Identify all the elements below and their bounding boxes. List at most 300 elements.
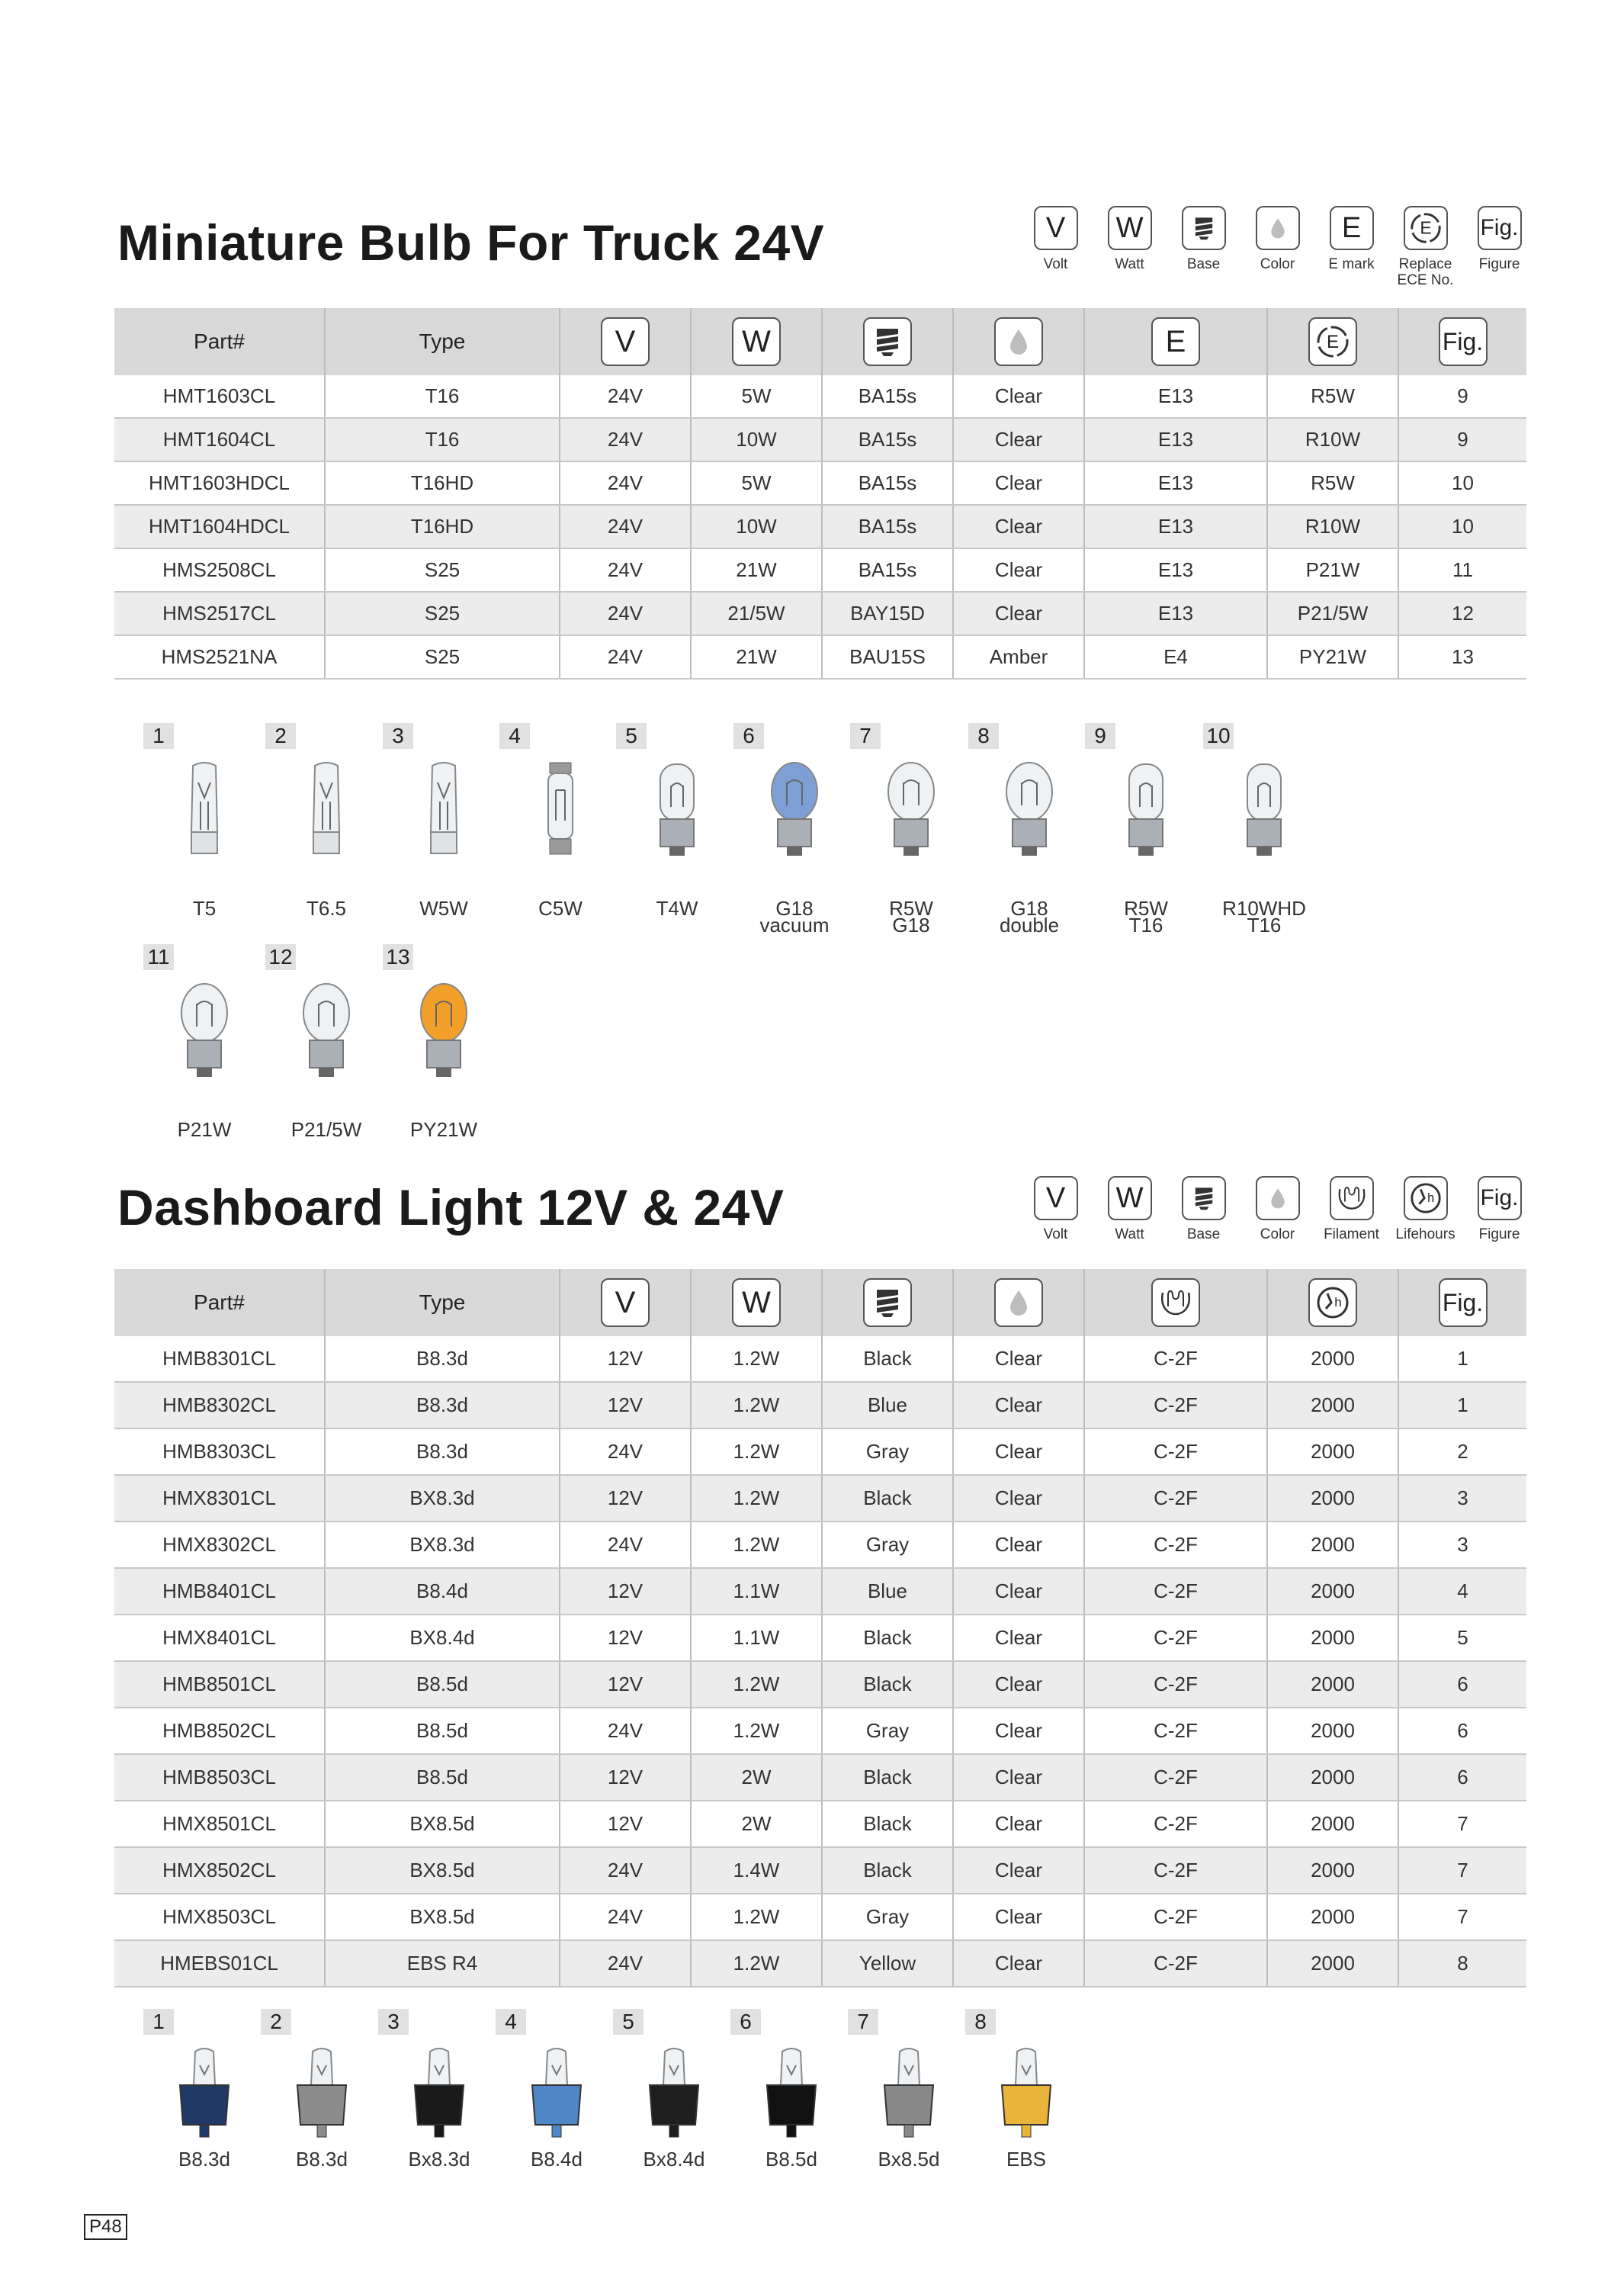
table-cell: HMB8302CL [114,1382,325,1428]
table-cell: Clear [953,1661,1084,1708]
figure-label: R10WHD T16 [1222,897,1306,937]
table-cell: C-2F [1084,1801,1267,1847]
figure-item [1085,723,1207,937]
table-cell: 10W [691,418,822,461]
bulb-image [639,760,715,859]
figure-item [1203,723,1325,937]
table-cell: Clear [953,1940,1084,1987]
table-cell: B8.3d [325,1428,560,1475]
table-cell: C-2F [1084,1661,1267,1708]
table-cell: B8.4d [325,1568,560,1615]
table-cell: Clear [953,505,1084,548]
figure-label: R5W G18 [889,897,933,937]
dashboard-bulb-image [988,2045,1064,2145]
figure-number: 8 [968,723,999,749]
table-cell: 2000 [1267,1801,1398,1847]
table-row [114,1382,1526,1428]
figure-number: 1 [143,723,174,749]
bulb-image [406,760,482,859]
table-cell: 2000 [1267,1940,1398,1987]
table-cell: R5W [1267,461,1398,505]
table-cell: E13 [1084,548,1267,592]
svg-text:h: h [1427,1191,1434,1205]
table-cell: 2000 [1267,1847,1398,1894]
figure-label: Bx8.3d [408,2148,470,2171]
table-cell: BA15s [822,375,953,418]
table-cell: T16 [325,375,560,418]
table-cell: BA15s [822,548,953,592]
base-icon [863,317,912,366]
dashboard-bulb-image [284,2045,360,2145]
table-cell: Clear [953,1894,1084,1940]
figure-label: B8.5d [765,2148,817,2171]
table-cell: 3 [1398,1522,1526,1568]
dashboard-bulb-image [401,2045,477,2145]
table-cell: HMT1604HDCL [114,505,325,548]
table-cell: Black [822,1754,953,1801]
figure-label: T4W [656,897,698,920]
table-cell: 2000 [1267,1661,1398,1708]
table-cell: Black [822,1336,953,1382]
table-cell: 21W [691,635,822,679]
table-cell: 9 [1398,375,1526,418]
table-cell: E13 [1084,505,1267,548]
table-cell: C-2F [1084,1336,1267,1382]
figure-icon: Fig. [1478,1176,1522,1220]
table-row [114,1336,1526,1382]
legend-caption: Volt [1043,1226,1068,1242]
table-cell: C-2F [1084,1522,1267,1568]
figure-label: P21/5W [290,1118,362,1141]
table-cell: T16HD [325,505,560,548]
table-cell: 12V [560,1801,691,1847]
table-cell: 12V [560,1336,691,1382]
figure-number: 7 [850,723,881,749]
table-cell: Clear [953,1615,1084,1661]
table-cell: Gray [822,1708,953,1754]
dashboard-bulb-image [518,2045,595,2145]
table-cell: C-2F [1084,1894,1267,1940]
table-cell: 10 [1398,461,1526,505]
emark-icon: E [1330,206,1374,250]
figure-number: 3 [383,723,413,749]
table-cell: Yellow [822,1940,953,1987]
filament-icon [1330,1176,1374,1220]
legend-item-volt [1019,206,1093,288]
bulb-image [991,760,1067,859]
bulb-image [166,760,242,859]
table-row [114,1801,1526,1847]
table-cell: Clear [953,1428,1084,1475]
table-row [114,418,1526,461]
table-cell: 4 [1398,1568,1526,1615]
figure-number: 4 [499,723,530,749]
table-cell: 7 [1398,1894,1526,1940]
table-cell: HMT1604CL [114,418,325,461]
table-cell: 2000 [1267,1522,1398,1568]
table-cell: Blue [822,1382,953,1428]
table-header-row [114,1269,1526,1336]
table-cell: 12V [560,1475,691,1522]
table-row [114,1615,1526,1661]
drop-icon [994,317,1043,366]
table-cell: E13 [1084,461,1267,505]
figure-number: 2 [261,2009,291,2035]
table-cell: 2W [691,1801,822,1847]
table-cell: 24V [560,1940,691,1987]
table-row [114,548,1526,592]
legend-caption: Volt [1043,256,1068,272]
table-cell: T16 [325,418,560,461]
table-cell: BX8.3d [325,1475,560,1522]
table-cell: 1 [1398,1382,1526,1428]
table-cell: 5W [691,375,822,418]
table-cell: 24V [560,548,691,592]
table-cell: HMB8501CL [114,1661,325,1708]
legend-caption: Lifehours [1395,1226,1456,1242]
table-cell: 24V [560,418,691,461]
table-cell: 6 [1398,1708,1526,1754]
table-cell: E13 [1084,418,1267,461]
table-cell: 24V [560,1428,691,1475]
table-cell: Black [822,1615,953,1661]
figure-label: R5W T16 [1124,897,1168,937]
base-icon [863,1278,912,1327]
legend-item-volt [1019,1176,1093,1242]
bulb-image [873,760,949,859]
table-cell: HMX8501CL [114,1801,325,1847]
table-cell: 21W [691,548,822,592]
table-row [114,1940,1526,1987]
table-cell: 10 [1398,505,1526,548]
table-cell: BX8.5d [325,1847,560,1894]
table-cell: Clear [953,375,1084,418]
figure-item [850,723,972,937]
table-cell: BAY15D [822,592,953,635]
table-cell: C-2F [1084,1754,1267,1801]
table-cell: 11 [1398,548,1526,592]
table-cell: HMX8502CL [114,1847,325,1894]
table-cell: 2000 [1267,1475,1398,1522]
table-cell: 6 [1398,1754,1526,1801]
table-cell: 12V [560,1568,691,1615]
figure-number: 3 [378,2009,409,2035]
legend-caption: Watt [1115,1226,1144,1242]
table-cell: 2000 [1267,1708,1398,1754]
table-cell: 12 [1398,592,1526,635]
section2-legend [1019,1176,1536,1242]
bulb-image [1226,760,1302,859]
table-cell: C-2F [1084,1940,1267,1987]
replace-ece-icon [1404,206,1448,250]
table-cell: 5W [691,461,822,505]
table-row [114,1661,1526,1708]
figure-number: 13 [383,944,413,970]
table-cell: R10W [1267,505,1398,548]
legend-item-base [1167,206,1240,288]
figure-number: 2 [265,723,296,749]
figure-item [265,723,387,920]
bulb-image [522,760,599,859]
header-part: Part# [114,1269,325,1336]
table-cell: 24V [560,1708,691,1754]
dashboard-bulb-image [871,2045,947,2145]
table-cell: C-2F [1084,1382,1267,1428]
bulb-image [288,760,364,859]
table-cell: 1.2W [691,1382,822,1428]
dashboard-bulb-image [166,2045,242,2145]
table-cell: 12V [560,1754,691,1801]
table-cell: 7 [1398,1847,1526,1894]
volt-icon: V [1034,1176,1078,1220]
table-cell: Clear [953,461,1084,505]
table-cell: 2W [691,1754,822,1801]
table-cell: Clear [953,1475,1084,1522]
figure-item [616,723,738,920]
table-cell: 24V [560,505,691,548]
page-number: P48 [84,2214,127,2240]
table-cell: Clear [953,1801,1084,1847]
table-row [114,635,1526,679]
table-cell: Black [822,1475,953,1522]
lifehours-icon [1308,1278,1357,1327]
table-cell: 5 [1398,1615,1526,1661]
legend-caption: Color [1260,256,1295,272]
table-cell: Clear [953,548,1084,592]
table-cell: 2000 [1267,1428,1398,1475]
legend-item-watt [1093,206,1167,288]
table-cell: Clear [953,1754,1084,1801]
table-cell: 1.4W [691,1847,822,1894]
figure-item [383,723,505,920]
table-cell: 2 [1398,1428,1526,1475]
table-cell: Clear [953,1522,1084,1568]
table-cell: 2000 [1267,1336,1398,1382]
figure-number: 8 [965,2009,996,2035]
table-cell: C-2F [1084,1475,1267,1522]
table-cell: BX8.4d [325,1615,560,1661]
table-cell: B8.5d [325,1708,560,1754]
legend-caption: Base [1186,1226,1221,1242]
figure-number: 1 [143,2009,174,2035]
figure-number: 5 [616,723,647,749]
table-cell: BAU15S [822,635,953,679]
figure-item [143,944,265,1141]
legend-caption: Figure [1478,256,1520,272]
table-cell: C-2F [1084,1708,1267,1754]
figure-item [965,2009,1087,2192]
table-cell: 10W [691,505,822,548]
bulb-image [406,981,482,1080]
table-cell: 2000 [1267,1568,1398,1615]
base-icon [1182,206,1226,250]
table-row [114,1428,1526,1475]
table-cell: Clear [953,592,1084,635]
table-cell: R10W [1267,418,1398,461]
legend-item-lifehours [1388,1176,1462,1242]
table-cell: B8.5d [325,1754,560,1801]
figure-item [383,944,505,1141]
table-cell: 8 [1398,1940,1526,1987]
legend-item-emark [1314,206,1388,288]
table-cell: 1.2W [691,1894,822,1940]
table-row [114,1894,1526,1940]
table-cell: HMS2508CL [114,548,325,592]
table-cell: 24V [560,375,691,418]
table-cell: BA15s [822,461,953,505]
table-cell: 21/5W [691,592,822,635]
table-cell: B8.3d [325,1382,560,1428]
table-cell: 24V [560,461,691,505]
table-cell: S25 [325,592,560,635]
table-cell: Black [822,1661,953,1708]
watt-icon: W [732,1278,781,1327]
table-cell: S25 [325,635,560,679]
legend-item-figure [1462,206,1536,288]
table-row [114,375,1526,418]
section1-title: Miniature Bulb For Truck 24V [117,214,825,271]
figure-label: G18 double [999,897,1060,937]
table-cell: 1.1W [691,1568,822,1615]
figure-label: B8.4d [531,2148,583,2171]
table-row [114,592,1526,635]
table-cell: S25 [325,548,560,592]
table-cell: HMX8302CL [114,1522,325,1568]
table-cell: BA15s [822,418,953,461]
table-cell: Black [822,1801,953,1847]
table-cell: 2000 [1267,1615,1398,1661]
table-row [114,1847,1526,1894]
table-cell: 1.2W [691,1522,822,1568]
figure-icon: Fig. [1439,317,1488,366]
legend-caption: Filament [1324,1226,1379,1242]
legend-caption: Figure [1478,1226,1520,1242]
figure-number: 12 [265,944,296,970]
figure-number: 6 [730,2009,761,2035]
table-cell: Clear [953,418,1084,461]
table-row [114,505,1526,548]
table-cell: E4 [1084,635,1267,679]
table-cell: T16HD [325,461,560,505]
table-cell: 2000 [1267,1894,1398,1940]
figure-label: T5 [192,897,217,920]
header-type: Type [325,1269,560,1336]
table-cell: Gray [822,1894,953,1940]
figure-label: T6.5 [306,897,347,920]
volt-icon: V [1034,206,1078,250]
figure-label: B8.3d [296,2148,348,2171]
volt-icon: V [601,317,650,366]
figure-label: W5W [419,897,468,920]
table-row [114,1568,1526,1615]
legend-caption: Watt [1115,256,1144,272]
table-cell: HMS2521NA [114,635,325,679]
watt-icon: W [1108,1176,1152,1220]
bulb-image [288,981,364,1080]
section1-legend [1019,206,1536,288]
table-cell: Gray [822,1522,953,1568]
table-cell: 1.1W [691,1615,822,1661]
table-cell: Black [822,1847,953,1894]
legend-item-figure [1462,1176,1536,1242]
table-cell: 12V [560,1382,691,1428]
table-cell: 9 [1398,418,1526,461]
table-cell: 3 [1398,1475,1526,1522]
table-cell: 2000 [1267,1754,1398,1801]
dashboard-bulb-image [753,2045,830,2145]
table-cell: BX8.3d [325,1522,560,1568]
table-cell: 12V [560,1615,691,1661]
legend-item-watt [1093,1176,1167,1242]
drop-icon [994,1278,1043,1327]
table-cell: HMB8301CL [114,1336,325,1382]
bulb-image [166,981,242,1080]
table-cell: 2000 [1267,1382,1398,1428]
table-cell: 24V [560,1522,691,1568]
color-icon [1256,1176,1300,1220]
dashboard-bulb-image [636,2045,712,2145]
table-cell: E13 [1084,592,1267,635]
legend-item-replace-ece [1388,206,1462,288]
legend-item-base [1167,1176,1240,1242]
table-cell: HMB8502CL [114,1708,325,1754]
figure-label: P21W [177,1118,232,1141]
table-cell: HMB8401CL [114,1568,325,1615]
table-cell: Clear [953,1382,1084,1428]
table-cell: 24V [560,1847,691,1894]
table-cell: Clear [953,1336,1084,1382]
legend-caption: E mark [1328,256,1375,272]
table-cell: PY21W [1267,635,1398,679]
table-cell: BX8.5d [325,1801,560,1847]
table-cell: 1.2W [691,1475,822,1522]
table-cell: E13 [1084,375,1267,418]
table-cell: Clear [953,1708,1084,1754]
table-cell: HMX8503CL [114,1894,325,1940]
table-cell: Amber [953,635,1084,679]
table-cell: HMX8301CL [114,1475,325,1522]
table-cell: 1.2W [691,1336,822,1382]
volt-icon: V [601,1278,650,1327]
figure-number: 5 [613,2009,644,2035]
figure-label: C5W [538,897,583,920]
table-cell: HMS2517CL [114,592,325,635]
table-cell: 24V [560,635,691,679]
legend-caption: Base [1186,256,1221,272]
figure-item [733,723,855,937]
table-header-row [114,308,1526,375]
table-cell: 1 [1398,1336,1526,1382]
svg-text:h: h [1334,1295,1342,1309]
figure-label: B8.3d [178,2148,230,2171]
table-cell: Blue [822,1568,953,1615]
bulb-image [756,760,833,859]
table-cell: 1.2W [691,1940,822,1987]
table-cell: HMT1603CL [114,375,325,418]
table-cell: HMEBS01CL [114,1940,325,1987]
figure-number: 4 [496,2009,526,2035]
legend-caption: Color [1260,1226,1295,1242]
table-cell: HMX8401CL [114,1615,325,1661]
legend-caption: Replace ECE No. [1397,256,1454,288]
svg-text:E: E [1326,332,1340,352]
watt-icon: W [1108,206,1152,250]
table-cell: Clear [953,1568,1084,1615]
figure-number: 7 [848,2009,878,2035]
figure-label: Bx8.4d [643,2148,705,2171]
table-cell: C-2F [1084,1847,1267,1894]
table-cell: 1.2W [691,1708,822,1754]
